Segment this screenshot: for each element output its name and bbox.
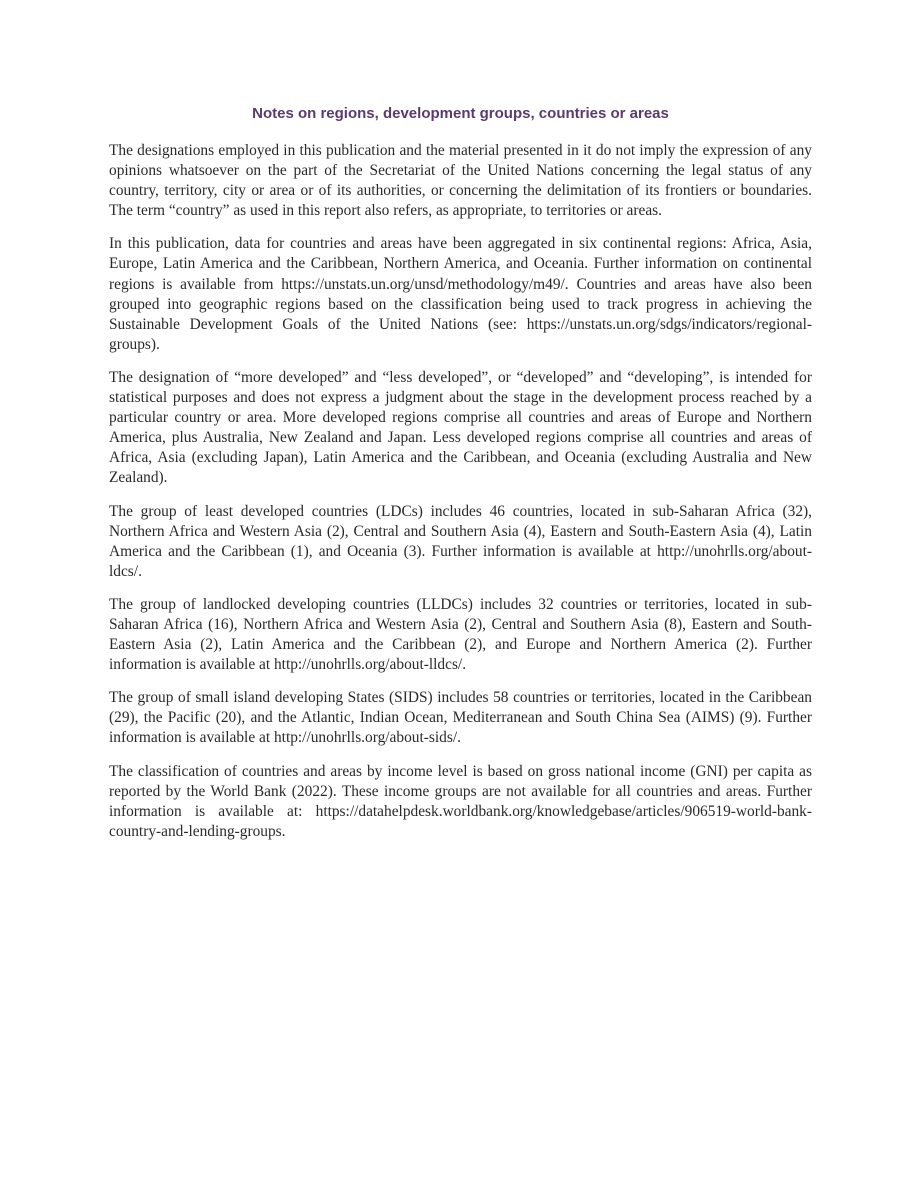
paragraph-designations: The designations employed in this publication and the material presented in it do not imply the expression of any opinions whatsoever on the part of the Secretariat of the United Nations concerning the legal status of any country, territory, city or area or of its authorities, or concerning the delimitation of its frontiers or boundaries. The term “country” as used in this report also refers, as appropriate, to territories or areas. <box>109 142 812 220</box>
paragraph-sids: The group of small island developing States (SIDS) includes 58 countries or territories, located in the Caribbean (29), the Pacific (20), and the Atlantic, Indian Ocean, Mediterranean and South China Sea (AIMS) (9). Further information is available at http://unohrlls.org/about-sids/. <box>109 689 812 747</box>
paragraph-ldcs: The group of least developed countries (LDCs) includes 46 countries, located in sub-Saharan Africa (32), Northern Africa and Western Asia (2), Central and Southern Asia (4), Eastern and South-Eastern Asia (4), Latin America and the Caribbean (1), and Oceania (3). Further information is available at http://unohrlls.org/about-ldcs/. <box>109 502 812 580</box>
notes-page <box>109 104 812 855</box>
paragraph-lldcs: The group of landlocked developing countries (LLDCs) includes 32 countries or territories, located in sub-Saharan Africa (16), Northern Africa and Western Asia (2), Central and Southern Asia (8), Eastern and South-Eastern Asia (2), Latin America and the Caribbean (2), and Europe and Northern America (2). Further information is available at http://unohrlls.org/about-lldcs/. <box>109 595 812 674</box>
paragraph-development-designation: The designation of “more developed” and “less developed”, or “developed” and “developing”, is intended for statistical purposes and does not express a judgment about the stage in the development process reached by a particular country or area. More developed regions comprise all countries and areas of Europe and Northern America, plus Australia, New Zealand and Japan. Less developed regions comprise all countries and areas of Africa, Asia (excluding Japan), Latin America and the Caribbean, and Oceania (excluding Australia and New Zealand). <box>109 368 812 487</box>
page-title: Notes on regions, development groups, countries or areas <box>252 105 669 122</box>
paragraph-continental-regions: In this publication, data for countries and areas have been aggregated in six continental regions: Africa, Asia, Europe, Latin America and the Caribbean, Northern America, and Oceania. Further information on continental regions is available from https://unstats.un.org/unsd/methodology/m49/. Countries and areas have also been grouped into geographic regions based on the classification being used to track progress in achieving the Sustainable Development Goals of the United Nations (see: https://unstats.un.org/sdgs/indicators/regional-groups). <box>109 235 812 353</box>
paragraph-income-classification: The classification of countries and areas by income level is based on gross national income (GNI) per capita as reported by the World Bank (2022). These income groups are not available for all countries and areas. Further information is available at: https://datahelpdesk.worldbank.org/knowledgebase/articles/906519-world-bank-country-and-lending-groups. <box>109 762 812 840</box>
